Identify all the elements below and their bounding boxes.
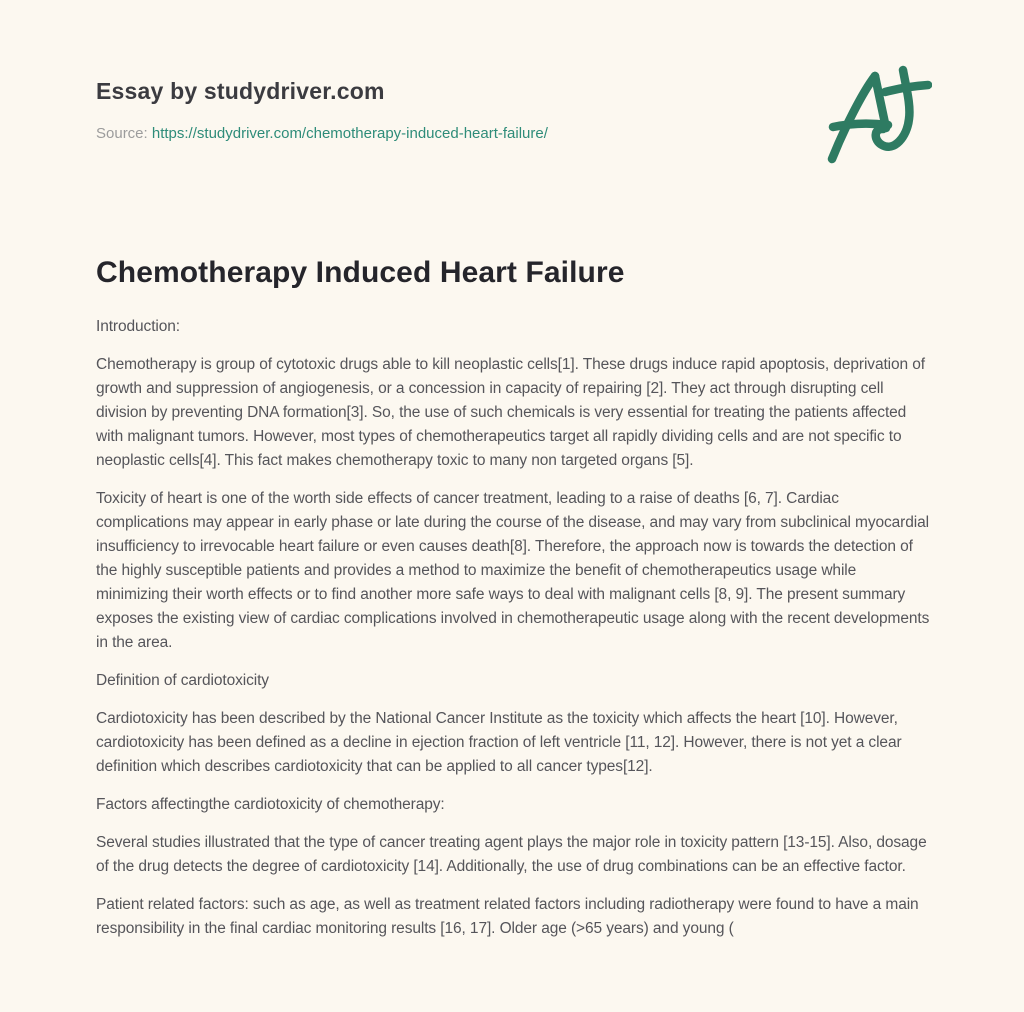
a-plus-logo-icon <box>822 64 932 166</box>
source-line <box>96 122 928 146</box>
paragraph-cardiotoxicity-definition: Cardiotoxicity has been described by the National Cancer Institute as the toxicity which affects the heart [10]. However, cardiotoxicity has been defined as a decline in ejection fraction of left ventricle [11, 12]. However, there is not yet a clear definition which describes cardiotoxicity that can be applied to all cancer types[12]. <box>96 710 902 775</box>
paragraph-factors-studies: Several studies illustrated that the type of cancer treating agent plays the major role in toxicity pattern [13-15]. Also, dosage of the drug detects the degree of cardiotoxicity [14]. Additionally, the use of drug combinations can be an effective factor. <box>96 834 927 875</box>
section-label-factors: Factors affectingthe cardiotoxicity of chemotherapy: <box>96 796 445 813</box>
source-label: Source: <box>96 125 148 142</box>
section-label-introduction: Introduction: <box>96 318 181 335</box>
doc-header <box>96 76 928 146</box>
section-label-definition: Definition of cardiotoxicity <box>96 672 269 689</box>
paragraph-heart-toxicity: Toxicity of heart is one of the worth side effects of cancer treatment, leading to a raise of deaths [6, 7]. Cardiac complications may appear in early phase or late during the course of the disease, and may vary from subclinical myocardial insufficiency to irrevocable heart failure or even causes death[8]. Therefore, the approach now is towards the detection of the highly susceptible patients and provides a method to maximize the benefit of chemotherapeutics usage while minimizing their worth effects or to find another more safe ways to deal with malignant cells [8, 9]. The present summary exposes the existing view of cardiac complications involved in chemotherapeutic usage along with the recent developments in the area. <box>96 490 930 651</box>
studydriver-logo <box>822 64 932 166</box>
paragraph-chemotherapy-overview: Chemotherapy is group of cytotoxic drugs able to kill neoplastic cells[1]. These drugs induce rapid apoptosis, deprivation of growth and suppression of angiogenesis, or a concession in capacity of repairing [2]. They act through disrupting cell division by preventing DNA formation[3]. So, the use of such chemicals is very essential for treating the patients affected with malignant tumors. However, most types of chemotherapeutics target all rapidly dividing cells and are not specific to neoplastic cells[4]. This fact makes chemotherapy toxic to many non targeted organs [5]. <box>96 356 925 469</box>
doc-header-title: Essay by studydriver.com <box>96 78 385 104</box>
article-title: Chemotherapy Induced Heart Failure <box>96 256 625 289</box>
paragraph-patient-factors: Patient related factors: such as age, as well as treatment related factors including radiotherapy were found to have a main responsibility in the final cardiac monitoring results [16, 17]. Older age (>65 years) and young ( <box>96 896 919 937</box>
source-link[interactable]: https://studydriver.com/chemotherapy-induced-heart-failure/ <box>151 125 548 142</box>
